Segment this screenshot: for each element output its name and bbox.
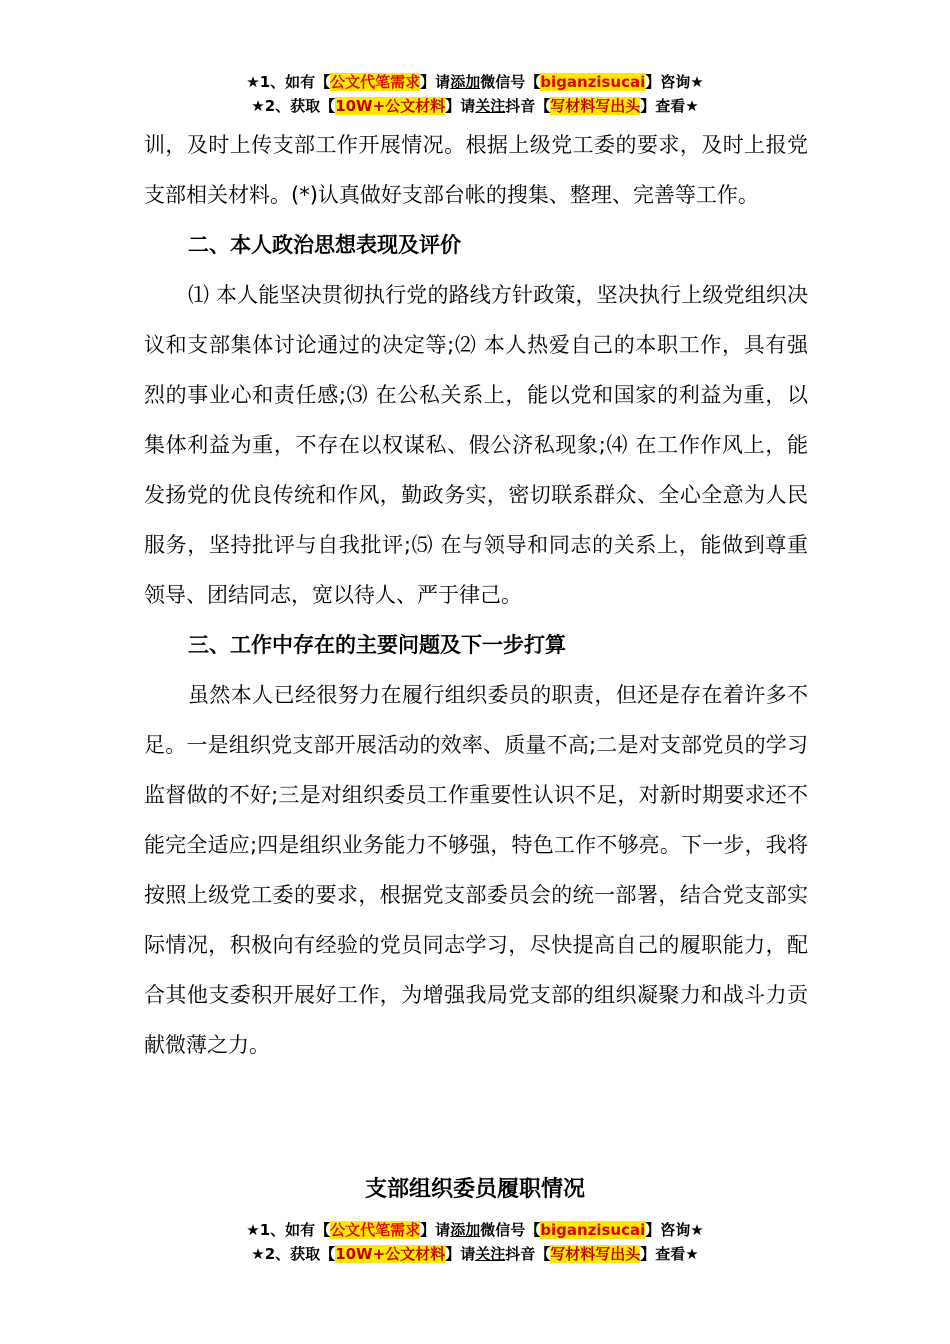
highlight-text: 公文代笔需求 [330, 1221, 421, 1239]
wechat-id: biganzisucai [540, 73, 646, 91]
wechat-id: biganzisucai [540, 1221, 646, 1239]
promo-banner-top [0, 70, 950, 118]
promo-banner-bottom [0, 1218, 950, 1266]
promo-line-1: ★1、如有【公文代笔需求】请添加微信号【biganzisucai】咨询★ [246, 73, 704, 91]
douyin-account: 写材料写出头 [550, 1245, 641, 1263]
highlight-text: 公文代笔需求 [330, 73, 421, 91]
promo-line-2: ★2、获取【10W+公文材料】请关注抖音【写材料写出头】查看★ [251, 97, 699, 115]
paragraph-political-evaluation: ⑴ 本人能坚决贯彻执行党的路线方针政策，坚决执行上级党组织决议和支部集体讨论通过的决定等;⑵ 本人热爱自己的本职工作，具有强烈的事业心和责任感;⑶ 在公私关系上，能以党和国家的利益为重，以集体利益为重，不存在以权谋私、假公济私现象;⑷ 在工作作风上，能发扬党的优良传统和作风，勤政务实，密切联系群众、全心全意为人民服务，坚持批评与自我批评;⑸ 在与领导和同志的关系上，能做到尊重领导、团结同志，宽以待人、严于律己。 [144, 283, 808, 607]
highlight-text: 10W+公文材料 [335, 1245, 446, 1263]
highlight-text: 10W+公文材料 [335, 97, 446, 115]
paragraph-continuation: 训，及时上传支部工作开展情况。根据上级党工委的要求，及时上报党支部相关材料。(*)认真做好支部台帐的搜集、整理、完善等工作。 [144, 133, 808, 207]
document-body [144, 120, 808, 1070]
document-title: 支部组织委员履职情况 [364, 1177, 585, 1202]
promo-line-1: ★1、如有【公文代笔需求】请添加微信号【biganzisucai】咨询★ [246, 1221, 704, 1239]
section-heading-2: 二、本人政治思想表现及评价 [188, 233, 461, 257]
section-heading-3: 三、工作中存在的主要问题及下一步打算 [188, 633, 566, 657]
promo-line-2: ★2、获取【10W+公文材料】请关注抖音【写材料写出头】查看★ [251, 1245, 699, 1263]
douyin-account: 写材料写出头 [550, 97, 641, 115]
paragraph-problems-plans: 虽然本人已经很努力在履行组织委员的职责，但还是存在着许多不足。一是组织党支部开展活动的效率、质量不高;二是对支部党员的学习监督做的不好;三是对组织委员工作重要性认识不足，对新时期要求还不能完全适应;四是组织业务能力不够强，特色工作不够亮。下一步，我将按照上级党工委的要求，根据党支部委员会的统一部署，结合党支部实际情况，积极向有经验的党员同志学习，尽快提高自己的履职能力，配合其他支委积开展好工作，为增强我局党支部的组织凝聚力和战斗力贡献微薄之力。 [144, 683, 808, 1057]
